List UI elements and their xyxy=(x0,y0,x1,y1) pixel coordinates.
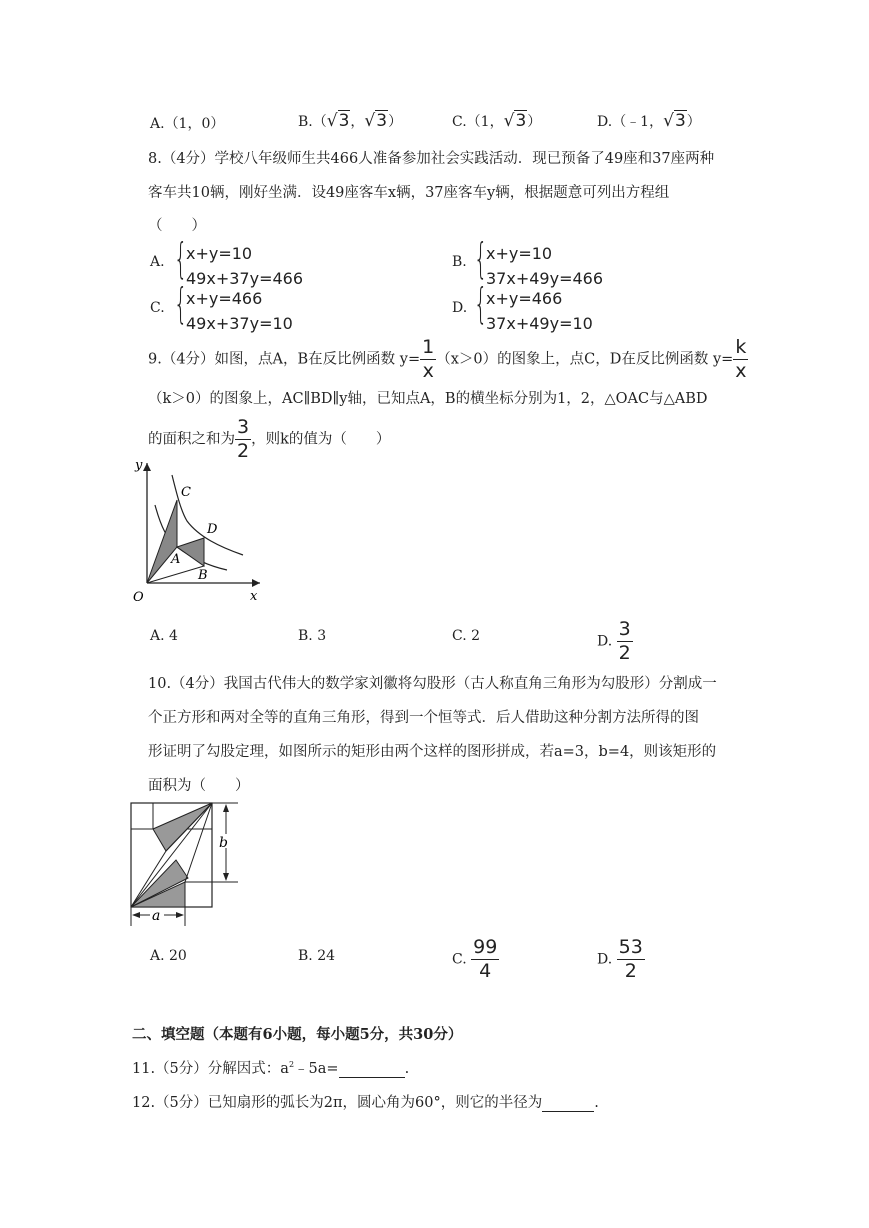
label-a: a xyxy=(152,908,161,924)
label-a: A xyxy=(171,552,181,567)
q9-stem-line1: 9.（4分）如图，点A，B在反比例函数 y= $\frac{1}{x}$ （x＞0）的图象上，点C，D在反比例函数 y= $\frac{k}{x}$ xyxy=(148,336,747,382)
q9-figure-hyperbolas xyxy=(125,455,275,610)
q11-answer-blank[interactable] xyxy=(339,1061,405,1078)
q7-option-c: C.（1，√3） xyxy=(452,111,542,131)
q10-stem-line3: 形证明了勾股定理，如图所示的矩形由两个这样的图形拼成，若a=3，b=4，则该矩形的 xyxy=(148,744,717,760)
q10-stem-line2: 个正方形和两对全等的直角三角形，得到一个恒等式．后人借助这种分割方法所得的图 xyxy=(148,710,699,726)
q8-option-d-label: D. xyxy=(452,300,468,316)
label-b: B xyxy=(198,568,208,583)
q7-option-a: A.（1，0） xyxy=(150,116,225,132)
bottom-right-square xyxy=(185,882,212,907)
q8-stem-line3: （ ） xyxy=(148,218,206,234)
q7-option-b: B.（√3，√3） xyxy=(298,111,403,131)
fraction-3-over-2: $\frac{3}{2}$ xyxy=(237,416,250,462)
q8-stem-line1: 8.（4分）学校八年级师生共466人准备参加社会实践活动．现已预备了49座和37座两种 xyxy=(148,151,715,167)
q8-option-b-label: B. xyxy=(452,254,467,270)
sqrt-3: √3 xyxy=(326,111,350,131)
x-axis-arrow-icon xyxy=(252,579,260,587)
q10-stem-line4: 面积为（ ） xyxy=(148,778,250,794)
label-b: b xyxy=(219,835,228,851)
q10-figure-rectangle xyxy=(128,800,243,930)
q8-option-a-label: A. xyxy=(150,254,165,270)
sqrt-3: √3 xyxy=(503,111,527,131)
sqrt-3: √3 xyxy=(663,111,686,131)
q10-option-a: A. 20 xyxy=(150,948,187,964)
q11-stem: 11.（5分）分解因式：$a^2﹣5a=$ . xyxy=(132,1060,410,1077)
q7-option-d: D.（﹣1，√3） xyxy=(597,111,701,131)
q8-stem-line2: 客车共10辆，刚好坐满．设49座客车x辆，37座客车y辆，根据题意可列出方程组 xyxy=(148,185,670,201)
fraction-k-over-x: $\frac{k}{x}$ xyxy=(735,336,747,382)
q10-option-b: B. 24 xyxy=(298,948,336,964)
arrow-right-icon xyxy=(176,912,184,918)
fraction-1-over-x: $\frac{1}{x}$ xyxy=(422,336,435,382)
arrow-up-icon xyxy=(223,804,229,812)
q9-option-b: B. 3 xyxy=(298,628,327,644)
q12-answer-blank[interactable] xyxy=(542,1095,594,1112)
triangle-oac xyxy=(147,500,177,583)
q9-stem-line2: （k＞0）的图象上，AC∥BD∥y轴，已知点A，B的横坐标分别为1，2，△OAC与△ABD xyxy=(148,391,708,407)
arrow-left-icon xyxy=(132,912,140,918)
q9-option-c: C. 2 xyxy=(452,628,481,644)
q10-option-d: D. $\frac{53}{2}$ xyxy=(597,936,643,982)
label-x: x xyxy=(250,589,258,604)
q8-option-c-label: C. xyxy=(150,300,165,316)
q10-option-c: C. $\frac{99}{4}$ xyxy=(452,936,498,982)
q9-stem-line3: 的面积之和为 $\frac{3}{2}$ ，则k的值为（ ） xyxy=(148,416,391,462)
q9-option-a: A. 4 xyxy=(150,628,178,644)
shaded-triangle-top xyxy=(153,803,212,851)
q12-stem: 12.（5分）已知扇形的弧长为2π，圆心角为60°，则它的半径为 . xyxy=(132,1095,599,1111)
label-d: D xyxy=(207,522,218,537)
label-c: C xyxy=(181,485,191,500)
triangle-abd xyxy=(177,538,204,566)
arrow-down-icon xyxy=(223,873,229,881)
label-y: y xyxy=(135,458,143,473)
q10-stem-line1: 10.（4分）我国古代伟大的数学家刘徽将勾股形（古人称直角三角形为勾股形）分割成一 xyxy=(148,676,717,692)
sqrt-3: √3 xyxy=(364,111,388,131)
y-axis-arrow-icon xyxy=(143,463,151,471)
q9-option-d: D. $\frac{3}{2}$ xyxy=(597,618,631,664)
section-heading-fill-in: 二、填空题（本题有6小题，每小题5分，共30分） xyxy=(132,1026,463,1043)
label-o: O xyxy=(133,590,144,605)
